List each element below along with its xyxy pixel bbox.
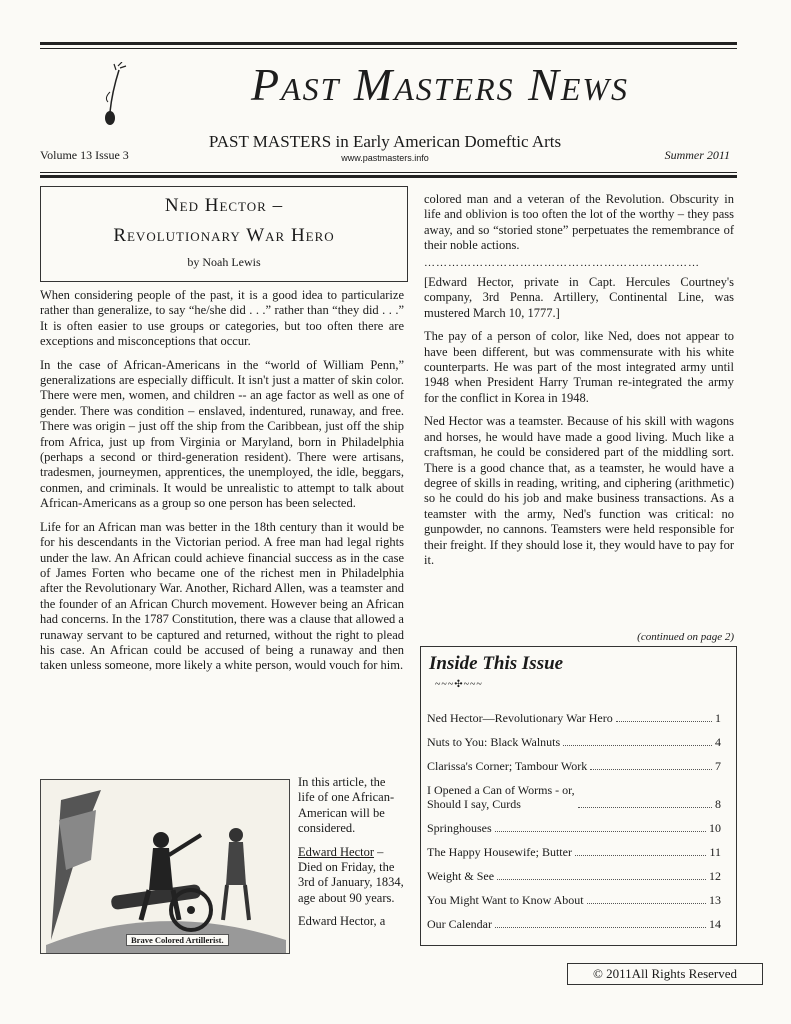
masthead-title: Past Masters News [250, 59, 630, 110]
top-rule [40, 42, 737, 45]
toc-item-label: Our Calendar [427, 917, 492, 931]
toc-item-page: 11 [709, 845, 721, 859]
toc-list [427, 711, 721, 941]
dotted-separator: …………………………………………………………… [424, 256, 700, 269]
toc-leader-dots [575, 855, 706, 856]
toc-item-page: 14 [709, 917, 721, 931]
article-paragraph: Edward Hector, a [298, 914, 386, 929]
masthead-bottom-rule-thick [40, 175, 737, 178]
article-title-box [40, 186, 408, 282]
toc-item[interactable] [427, 917, 721, 931]
toc-leader-dots [587, 903, 706, 904]
logo-quill-icon [96, 62, 136, 130]
toc-item-page: 1 [715, 711, 721, 725]
toc-item-label: Springhouses [427, 821, 492, 835]
toc-item-page: 12 [709, 869, 721, 883]
toc-leader-dots [497, 879, 706, 880]
toc-item[interactable] [427, 893, 721, 907]
illustration-caption: Brave Colored Artillerist. [126, 934, 229, 946]
masthead-url[interactable]: www.pastmasters.info [341, 153, 429, 163]
article-paragraph-muster: [Edward Hector, private in Capt. Hercules Courtney's company, 3rd Penna. Artillery, Continental Line, was mustered March 10, 1777.] [424, 275, 734, 320]
toc-item-page: 7 [715, 759, 721, 773]
masthead-subtitle: PAST MASTERS in Early American Domeftic Arts [208, 132, 562, 151]
issue-season: Summer 2011 [664, 148, 730, 162]
ornament-flourish-icon: ~~~✣~~~ [435, 679, 483, 690]
toc-leader-dots [563, 745, 712, 746]
toc-leader-dots [590, 769, 712, 770]
toc-item[interactable] [427, 869, 721, 883]
article-narrow-column [298, 775, 404, 938]
toc-item-label: I Opened a Can of Worms - or, Should I say, Curds [427, 783, 575, 811]
toc-item-label: Clarissa's Corner; Tambour Work [427, 759, 588, 773]
toc-item-label: Weight & See [427, 869, 495, 883]
article-paragraph: In this article, the life of one African-American will be considered. [298, 775, 395, 836]
inside-issue-box [420, 646, 737, 946]
toc-item-label: You Might Want to Know About [427, 893, 584, 907]
toc-item-page: 10 [709, 821, 721, 835]
toc-item-label: Nuts to You: Black Walnuts [427, 735, 561, 749]
toc-item[interactable] [427, 759, 721, 773]
volume-issue: Volume 13 Issue 3 [40, 148, 129, 162]
article-paragraph: When considering people of the past, it is a good idea to particularize rather than generalize, to say “he/she did . . .” rather than “they did . . .” It is often easier to use groups or categories, but too often there are exceptions and misconceptions that occur. [40, 288, 404, 349]
article-title-line2: Revolutionary War Hero [113, 225, 335, 246]
article-paragraph: Life for an African man was better in the 18th century than it would be for his descendants in the Victorian period. A free man had legal rights under the law. An African could achieve financial success as in the case of James Forten who became one of the richest men in Philadelphia after the Revolutionary War. Another, Richard Allen, was a teamster and the founder of an African Church movement. However being an African had concerns. In the 1787 Constitution, there was a clause that allowed a runaway servant to be captured and returned, without the right to plead his case. An African could be accused of being a runaway and then taken unless someone, more likely a white person, would vouch for him. [40, 519, 404, 673]
article-paragraph: colored man and a veteran of the Revolution. Obscurity in life and oblivion is too often the lot of the worthy – they pass away, and so “storied stone” perpetuates the remembrance of their noble actions. [424, 192, 734, 253]
toc-leader-dots [616, 721, 712, 722]
top-rule-thin [40, 48, 737, 49]
death-notice-text: – Died on Friday, the 3rd of January, 1834, age about 90 years. [298, 844, 404, 905]
toc-item-label: Ned Hector—Revolutionary War Hero [427, 711, 613, 725]
toc-item[interactable] [427, 821, 721, 835]
continued-note: (continued on page 2) [637, 631, 734, 643]
article-paragraph: In the case of African-Americans in the “world of William Penn,” generalizations are especially difficult. It isn't just a matter of skin color. There were men, women, and children -- an age factor as well as one of gender. There was condition – enslaved, indentured, runaway, and free. There was origin – just off the ship from the Caribbean, just off the ship from Africa, just up from Virginia or Maryland, born in Philadelphia (perhaps a second or third-generation resident). There were artisans, tradesmen, journeymen, apprentices, the unemployed, the idle, beggars, conmen, and criminals. It would be unrealistic to attempt to talk about African-Americans as a group so one person has been selected. [40, 357, 404, 511]
toc-item[interactable] [427, 783, 721, 811]
toc-leader-dots [578, 807, 712, 808]
artillerist-illustration [40, 779, 290, 954]
toc-item-label: The Happy Housewife; Butter [427, 845, 572, 859]
article-paragraph-death [298, 845, 404, 907]
article-left-column [40, 288, 404, 682]
article-paragraph: Ned Hector was a teamster. Because of his skill with wagons and horses, he would have made a good living. Much like a craftsman, he could be considered part of the middling sort. There is a good chance that, as a teamster, he would have a degree of skills in reading, writing, and ciphering (arithmetic) so he could do his job and make business transactions. As a teamster with the army, Ned's function was critical: no gunpowder, no cannons. Teamsters were held responsible for their freight. If they should lose it, they would have to pay for it. [424, 414, 734, 567]
toc-item[interactable] [427, 735, 721, 749]
inside-issue-title: Inside This Issue [429, 653, 564, 674]
copyright-box: © 2011All Rights Reserved [567, 963, 763, 985]
toc-item[interactable] [427, 711, 721, 725]
toc-item-page: 13 [709, 893, 721, 907]
article-right-column [424, 192, 734, 576]
article-paragraph: The pay of a person of color, like Ned, does not appear to have been different, but was commensurate with his white counterparts. He was part of the most integrated army until 1948 when President Harry Truman re-integrated the army for the conflict in Korea in 1948. [424, 329, 734, 405]
death-notice-name: Edward Hector [298, 844, 375, 859]
toc-item-page: 4 [715, 735, 721, 749]
article-title-line1: Ned Hector – [164, 195, 284, 216]
masthead-bottom-rule [40, 172, 737, 173]
artillerist-engraving-icon [41, 780, 290, 954]
article-byline: by Noah Lewis [187, 255, 261, 269]
toc-leader-dots [495, 927, 706, 928]
toc-leader-dots [495, 831, 706, 832]
toc-item-page: 8 [715, 797, 721, 811]
toc-item[interactable] [427, 845, 721, 859]
